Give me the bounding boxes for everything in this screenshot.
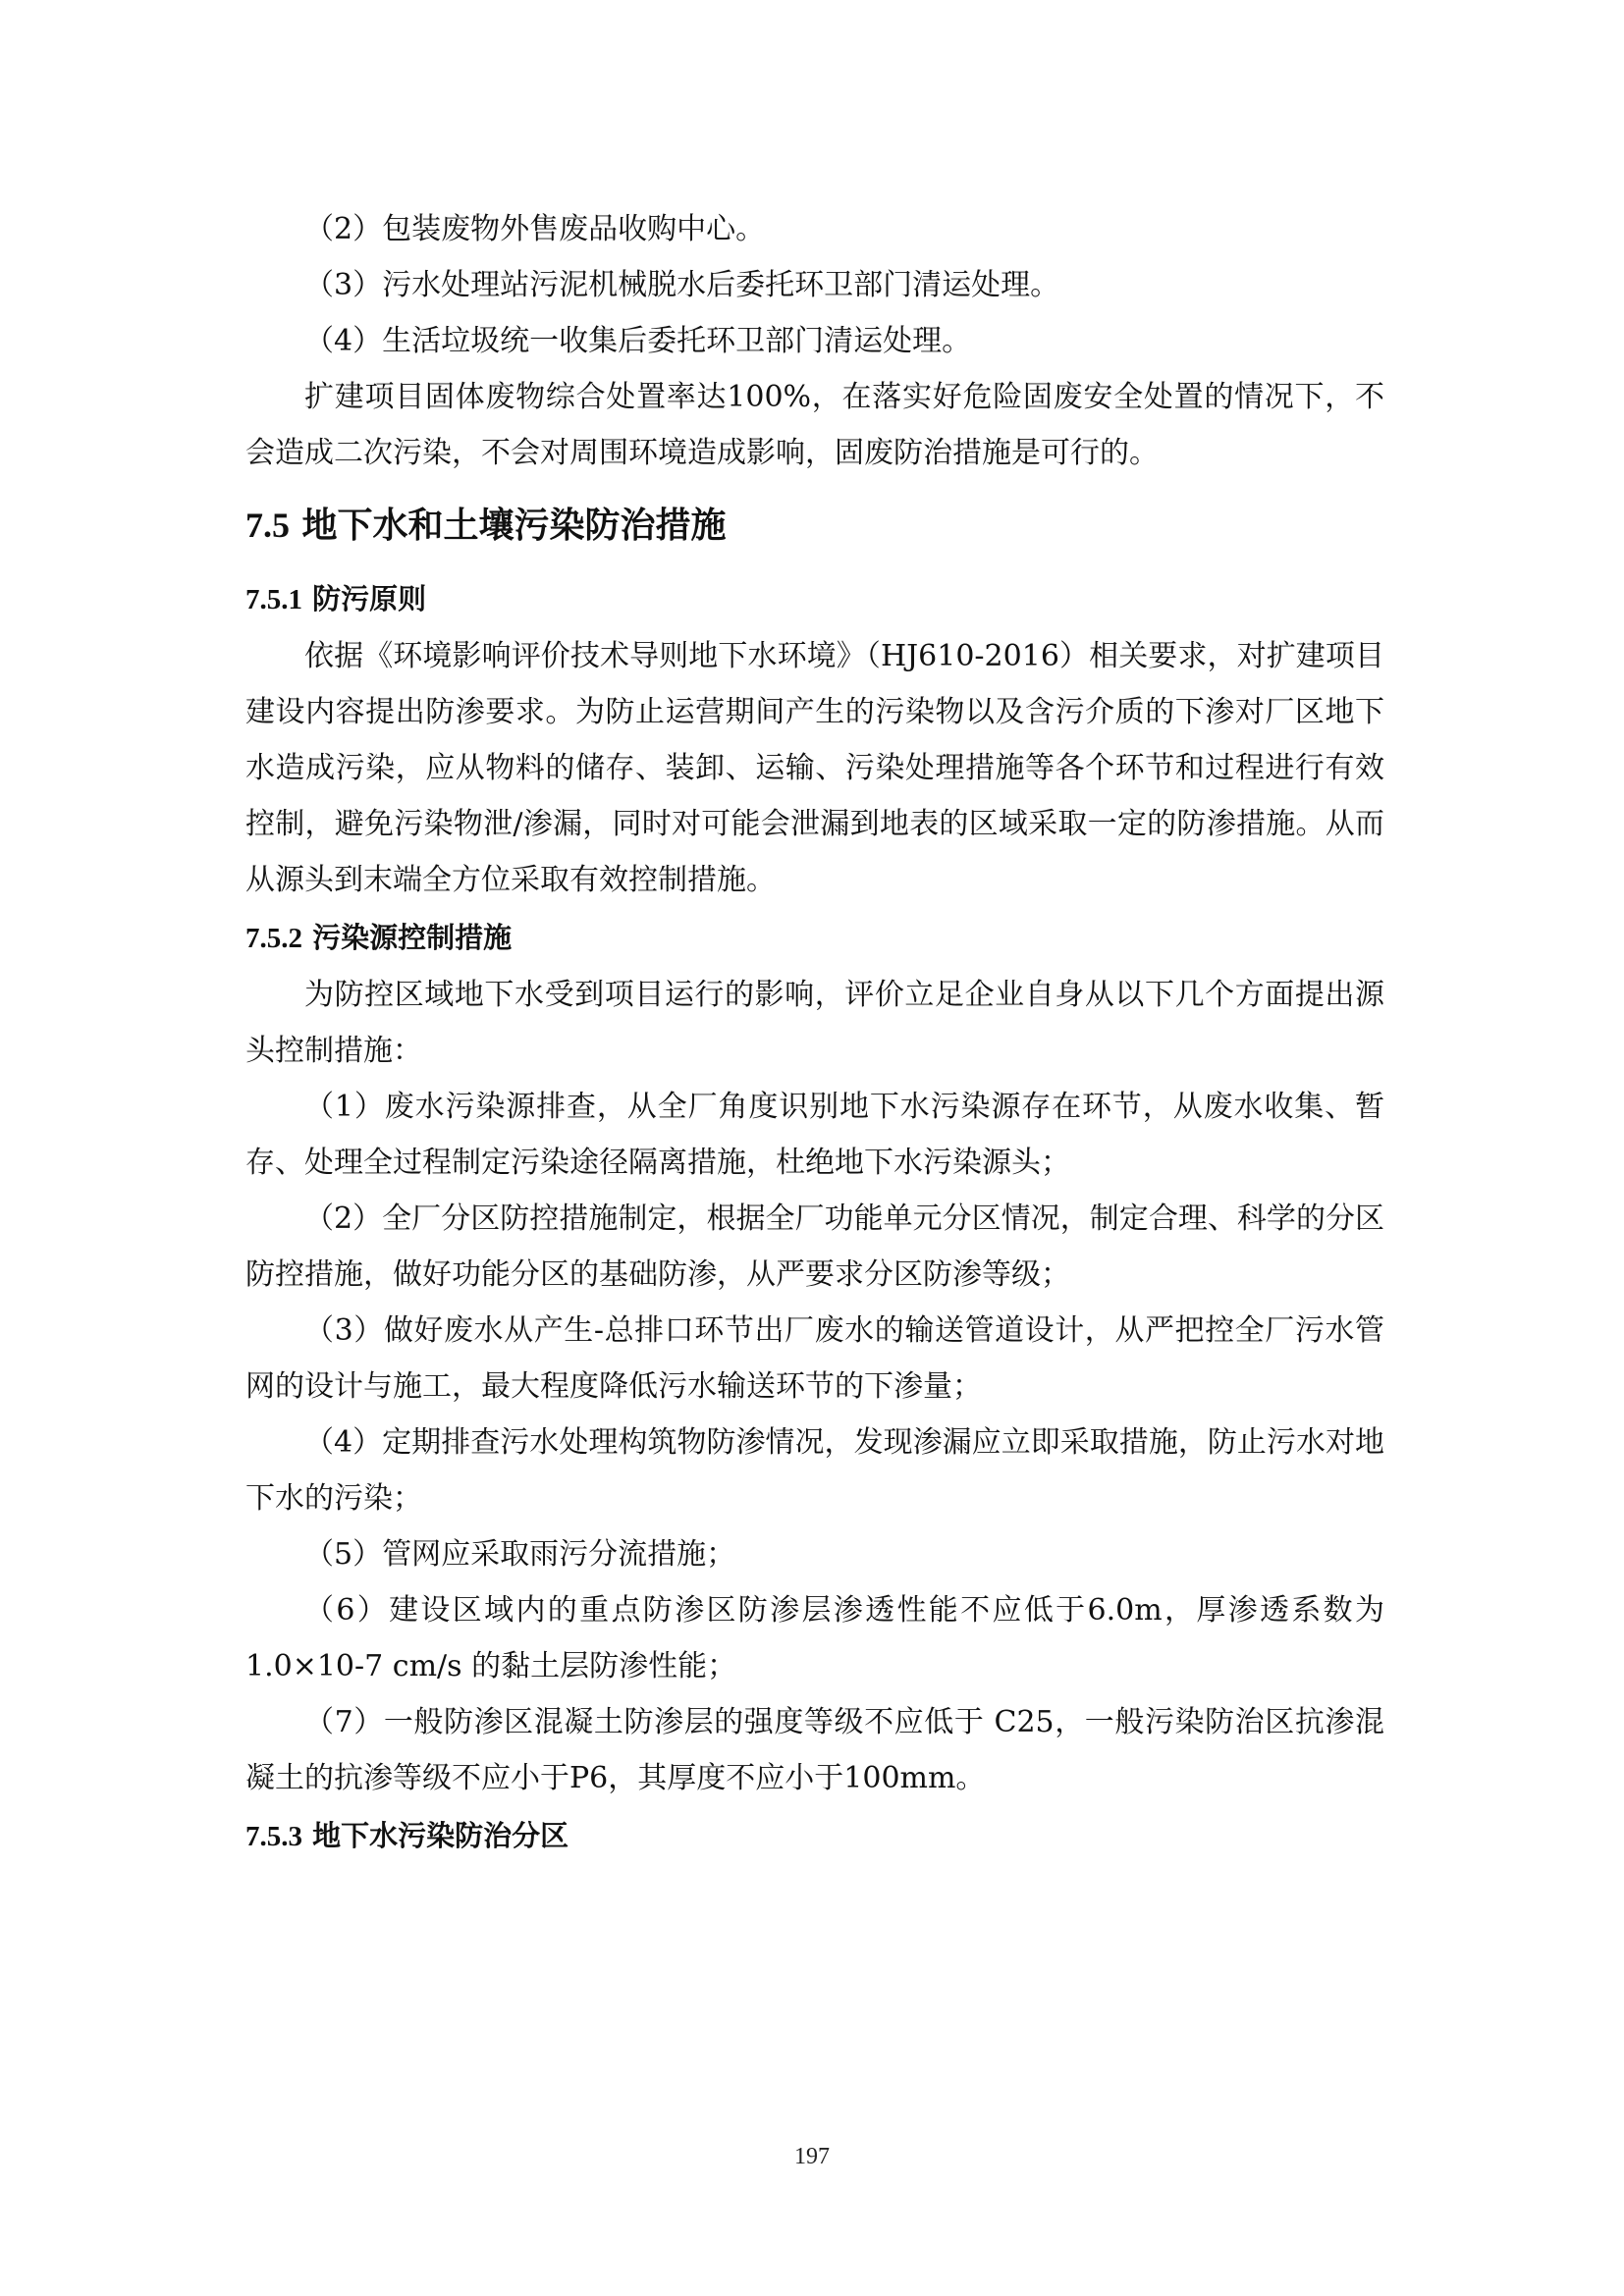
- subsection-number: 7.5.2: [245, 923, 302, 954]
- list-item: （5）管网应采取雨污分流措施；: [304, 1537, 736, 1572]
- paragraph-item-4: （4）生活垃圾统一收集后委托环卫部门清运处理。: [304, 324, 972, 358]
- list-item: （6）建设区域内的重点防渗区防渗层渗透性能不应低于6.0m，厚渗透系数为1.0×10-7 cm/s 的黏土层防渗性能；: [245, 1593, 1384, 1683]
- paragraph-item-2: （2）包装废物外售废品收购中心。: [304, 212, 766, 246]
- section-heading-7-5: [245, 481, 1384, 569]
- paragraph-solid-waste-summary: 扩建项目固体废物综合处置率达100%，在落实好危险固废安全处置的情况下，不会造成二次污染，不会对周围环境造成影响，固废防治措施是可行的。: [245, 380, 1384, 470]
- section-title: 地下水和土壤污染防治措施: [301, 506, 727, 546]
- list-item: （7）一般防渗区混凝土防渗层的强度等级不应低于 C25，一般污染防治区抗渗混凝土的抗渗等级不应小于P6，其厚度不应小于100mm。: [245, 1705, 1384, 1795]
- paragraph-item-3: （3）污水处理站污泥机械脱水后委托环卫部门清运处理。: [304, 268, 1060, 302]
- subsection-title: 防污原则: [312, 582, 427, 615]
- subsection-heading-7-5-2: [245, 908, 1384, 967]
- list-item: （2）全厂分区防控措施制定，根据全厂功能单元分区情况，制定合理、科学的分区防控措施，做好功能分区的基础防渗，从严要求分区防渗等级；: [245, 1201, 1384, 1292]
- subsection-heading-7-5-1: [245, 569, 1384, 628]
- list-item: （3）做好废水从产生-总排口环节出厂废水的输送管道设计，从严把控全厂污水管网的设计与施工，最大程度降低污水输送环节的下渗量；: [245, 1313, 1384, 1404]
- paragraph-source-control-intro: 为防控区域地下水受到项目运行的影响，评价立足企业自身从以下几个方面提出源头控制措施：: [245, 978, 1384, 1068]
- page-number: 197: [794, 2144, 830, 2169]
- subsection-title: 污染源控制措施: [312, 921, 513, 954]
- subsection-title: 地下水污染防治分区: [312, 1819, 569, 1852]
- subsection-heading-7-5-3: [245, 1806, 1384, 1865]
- page-content: [245, 201, 1384, 1865]
- list-item: （4）定期排查污水处理构筑物防渗情况，发现渗漏应立即采取措施，防止污水对地下水的污染；: [245, 1425, 1384, 1516]
- subsection-number: 7.5.1: [245, 584, 302, 615]
- paragraph-prevention-principle: 依据《环境影响评价技术导则地下水环境》（HJ610-2016）相关要求，对扩建项目建设内容提出防渗要求。为防止运营期间产生的污染物以及含污介质的下渗对厂区地下水造成污染，应从物料的储存、装卸、运输、污染处理措施等各个环节和过程进行有效控制，避免污染物泄/渗漏，同时对可能会泄漏到地表的区域采取一定的防渗措施。从而从源头到末端全方位采取有效控制措施。: [245, 639, 1384, 897]
- list-item: （1）废水污染源排查，从全厂角度识别地下水污染源存在环节，从废水收集、暂存、处理全过程制定污染途径隔离措施，杜绝地下水污染源头；: [245, 1090, 1384, 1180]
- subsection-number: 7.5.3: [245, 1821, 302, 1852]
- section-number: 7.5: [245, 506, 290, 545]
